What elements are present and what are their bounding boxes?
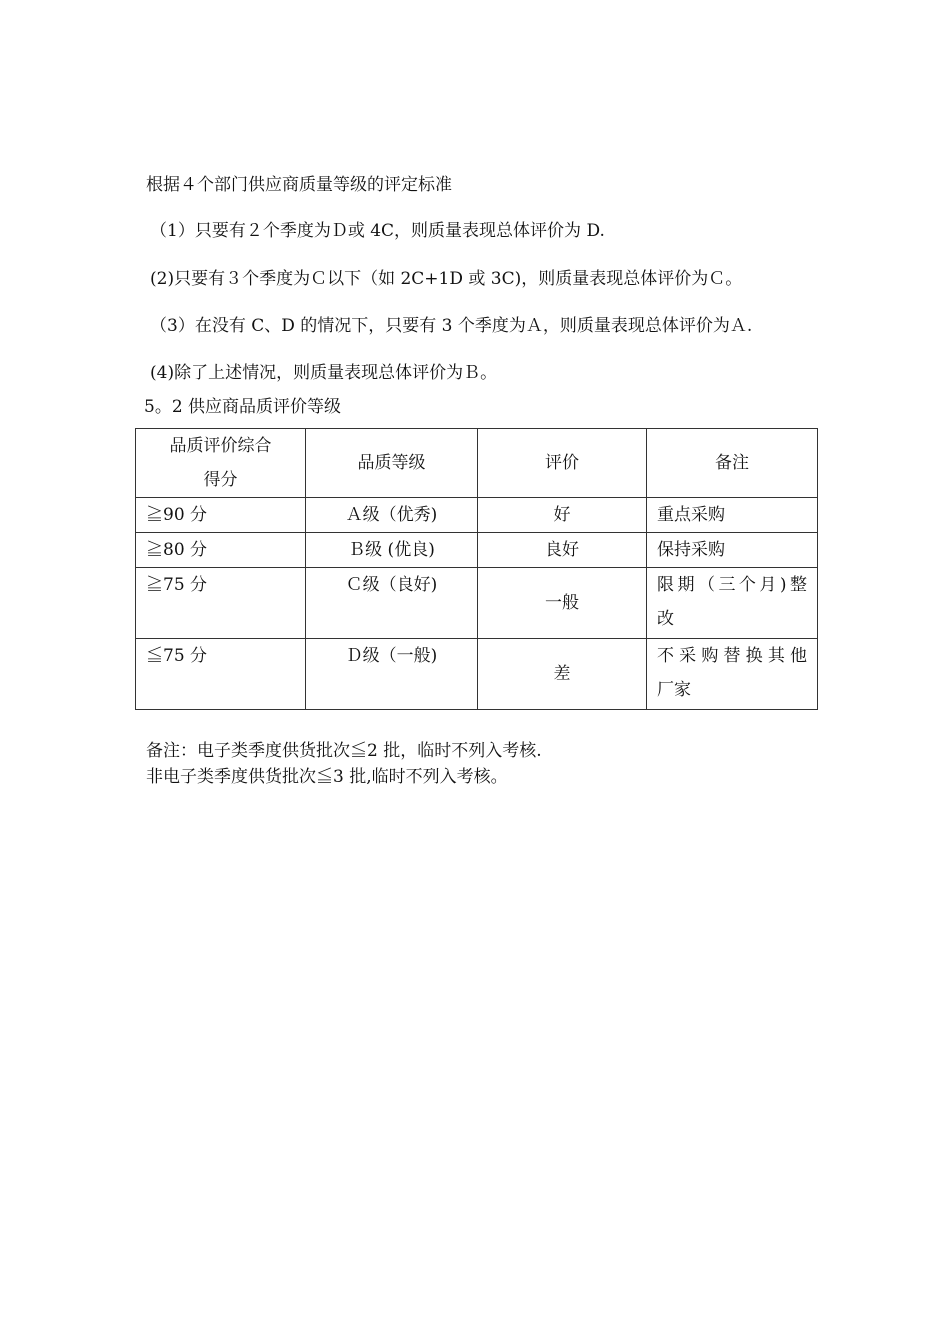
cell-note <box>647 568 818 639</box>
header-grade: 品质等级 <box>306 429 478 498</box>
table-row <box>136 639 818 710</box>
cell-score: ≧90 分 <box>136 498 306 533</box>
cell-note-line2: 厂家 <box>657 680 691 700</box>
cell-note-line2: 改 <box>657 609 674 629</box>
cell-eval: 差 <box>478 639 647 710</box>
cell-eval: 良好 <box>478 533 647 568</box>
header-note: 备注 <box>647 429 818 498</box>
table-row <box>136 533 818 568</box>
cell-score: ≦75 分 <box>136 639 306 710</box>
cell-eval: 一般 <box>478 568 647 639</box>
cell-eval: 好 <box>478 498 647 533</box>
rule-1: （1）只要有２个季度为Ｄ或 4C，则质量表现总体评价为 D. <box>150 221 605 241</box>
cell-note <box>647 639 818 710</box>
header-score-line1: 品质评价综合 <box>169 436 272 456</box>
rule-2: (2)只要有３个季度为Ｃ以下（如 2C+1D 或 3C)，则质量表现总体评价为Ｃ。 <box>150 269 743 289</box>
cell-grade: Ａ级（优秀) <box>306 498 478 533</box>
section-title: 5。2 供应商品质评价等级 <box>144 397 342 417</box>
rule-3: （3）在没有 C、D 的情况下，只要有 3 个季度为Ａ，则质量表现总体评价为Ａ. <box>150 316 753 336</box>
rule-4: (4)除了上述情况，则质量表现总体评价为Ｂ。 <box>150 363 498 383</box>
cell-grade: Ｄ级（一般) <box>306 639 478 710</box>
table-row <box>136 498 818 533</box>
header-score <box>136 429 306 498</box>
cell-note-line1: 不采购替换其他 <box>657 646 807 666</box>
table-header-row <box>136 429 818 498</box>
cell-grade: Ｃ级（良好) <box>306 568 478 639</box>
cell-note-line1: 限期（三个月)整 <box>657 575 807 595</box>
header-score-line2: 得分 <box>203 470 238 490</box>
cell-grade: Ｂ级 (优良) <box>306 533 478 568</box>
intro-text: 根据４个部门供应商质量等级的评定标准 <box>146 175 452 195</box>
quality-grade-table <box>135 428 818 710</box>
note-line-1: 备注：电子类季度供货批次≦2 批，临时不列入考核. <box>146 741 542 761</box>
note-line-2: 非电子类季度供货批次≦3 批,临时不列入考核。 <box>146 767 508 787</box>
header-eval: 评价 <box>478 429 647 498</box>
cell-note: 重点采购 <box>647 498 818 533</box>
cell-score: ≧75 分 <box>136 568 306 639</box>
table-row <box>136 568 818 639</box>
cell-score: ≧80 分 <box>136 533 306 568</box>
cell-note: 保持采购 <box>647 533 818 568</box>
